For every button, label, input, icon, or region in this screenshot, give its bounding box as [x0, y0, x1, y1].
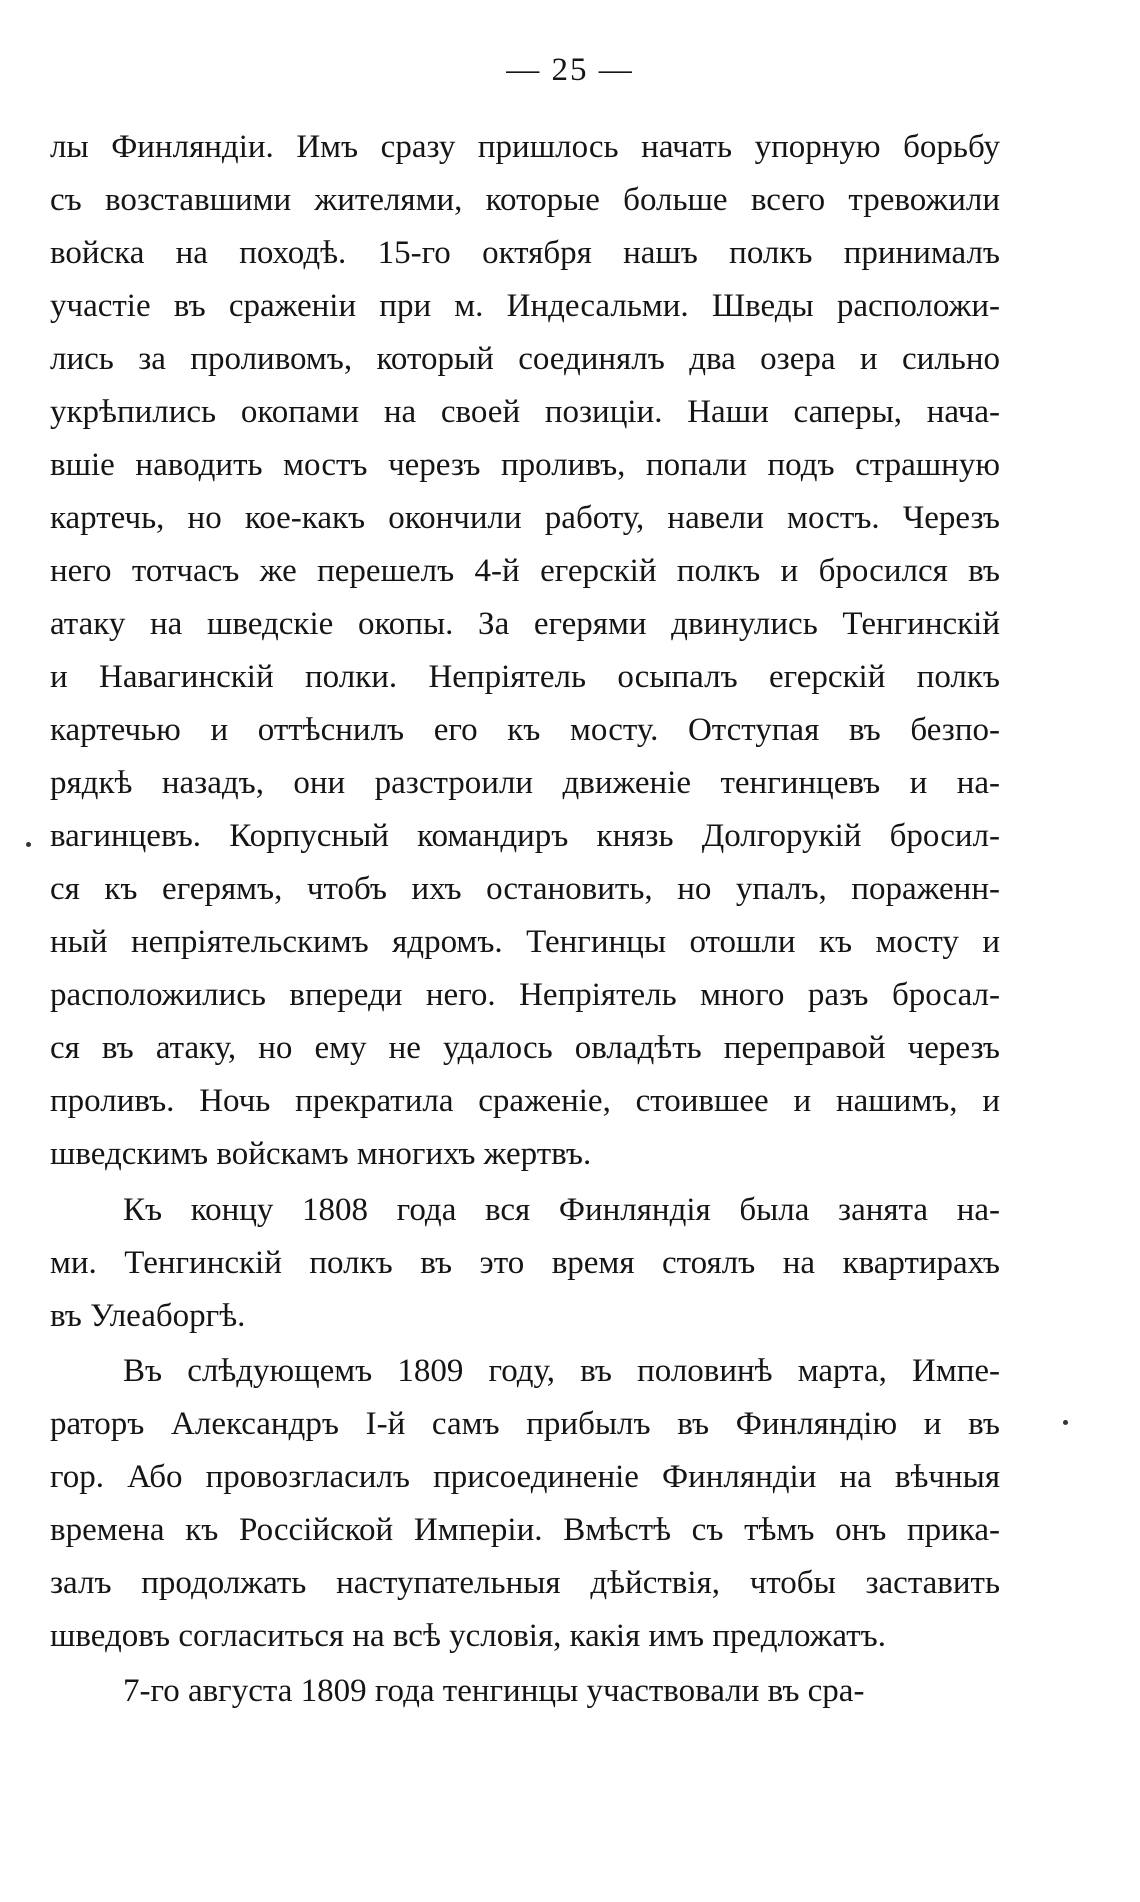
text-line: картечь, но кое-какъ окончили работу, навели мостъ. Черезъ	[50, 500, 1000, 536]
text-line: него тотчасъ же перешелъ 4-й егерскій полкъ и бросился въ	[50, 553, 1000, 589]
text-line: атаку на шведскіе окопы. За егерями двинулись Тенгинскій	[50, 606, 1000, 642]
text-line: вшіе наводить мостъ черезъ проливъ, попали подъ страшную	[50, 447, 1000, 483]
text-line: съ возставшими жителями, которые больше всего тревожили	[50, 182, 1000, 218]
text-line: картечью и оттѣснилъ его къ мосту. Отступая въ безпо-	[50, 712, 1000, 748]
text-line: проливъ. Ночь прекратила сраженіе, стоившее и нашимъ, и	[50, 1083, 1000, 1119]
paragraph-first-line: Въ слѣдующемъ 1809 году, въ половинѣ марта, Импе-	[123, 1353, 1000, 1389]
text-line: рядкѣ назадъ, они разстроили движеніе тенгинцевъ и на-	[50, 765, 1000, 801]
text-line: шведовъ согласиться на всѣ условія, какія имъ предложатъ.	[50, 1618, 886, 1654]
text-line: и Навагинскій полки. Непріятель осыпалъ егерскій полкъ	[50, 659, 1000, 695]
text-line: ный непріятельскимъ ядромъ. Тенгинцы отошли къ мосту и	[50, 924, 1000, 960]
text-line: ся къ егерямъ, чтобъ ихъ остановить, но упалъ, пораженн-	[50, 871, 1000, 907]
text-line: расположились впереди него. Непріятель много разъ бросал-	[50, 977, 1000, 1013]
print-speck	[26, 842, 31, 847]
text-line: лы Финляндіи. Имъ сразу пришлось начать упорную борьбу	[50, 129, 1000, 165]
text-line: гор. Або провозгласилъ присоединеніе Финляндіи на вѣчныя	[50, 1459, 1000, 1495]
text-line: въ Улеаборгѣ.	[50, 1298, 246, 1334]
text-line: участіе въ сраженіи при м. Индесальми. Шведы расположи-	[50, 288, 1000, 324]
text-line: лись за проливомъ, который соединялъ два озера и сильно	[50, 341, 1000, 377]
text-line: раторъ Александръ I-й самъ прибылъ въ Финляндію и въ	[50, 1406, 1000, 1442]
paragraph-first-line: 7-го августа 1809 года тенгинцы участвовали въ сра-	[123, 1673, 865, 1709]
print-speck	[1063, 1420, 1068, 1425]
text-line: шведскимъ войскамъ многихъ жертвъ.	[50, 1136, 592, 1172]
text-line: вагинцевъ. Корпусный командиръ князь Долгорукій бросил-	[50, 818, 1000, 854]
text-line: залъ продолжать наступательныя дѣйствія, чтобы заставить	[50, 1565, 1000, 1601]
text-line: ми. Тенгинскій полкъ въ это время стоялъ на квартирахъ	[50, 1245, 1000, 1281]
text-line: укрѣпились окопами на своей позиціи. Наши саперы, нача-	[50, 394, 1000, 430]
page-number: — 25 —	[506, 52, 634, 88]
text-line: времена къ Россійской Имперіи. Вмѣстѣ съ тѣмъ онъ прика-	[50, 1512, 1000, 1548]
text-line: войска на походѣ. 15-го октября нашъ полкъ принималъ	[50, 235, 1000, 271]
text-line: ся въ атаку, но ему не удалось овладѣть переправой черезъ	[50, 1030, 1000, 1066]
paragraph-first-line: Къ концу 1808 года вся Финляндія была занята на-	[123, 1192, 1000, 1228]
